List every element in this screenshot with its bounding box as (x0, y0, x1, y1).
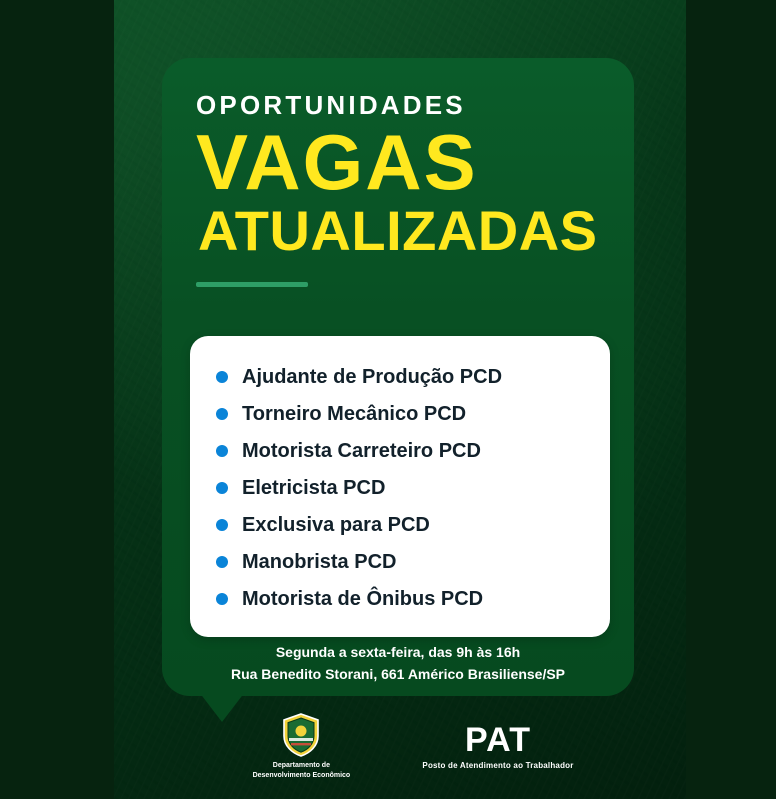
city-coat-of-arms-icon (278, 712, 324, 758)
title-underline-rule (196, 282, 308, 287)
address: Rua Benedito Storani, 661 Américo Brasiliense/SP (230, 665, 566, 682)
list-item (190, 506, 610, 543)
poster-title-secondary: ATUALIZADAS (198, 199, 598, 263)
bullet-icon (216, 408, 228, 420)
job-title: Torneiro Mecânico PCD (242, 402, 467, 425)
department-caption-line1: Departamento de (272, 762, 330, 770)
list-item (190, 358, 610, 395)
bullet-icon (216, 371, 228, 383)
bullet-icon (216, 519, 228, 531)
list-item (190, 469, 610, 506)
poster-title-primary: VAGAS (196, 118, 478, 206)
pat-logo (422, 720, 574, 770)
list-item (190, 395, 610, 432)
list-item (190, 432, 610, 469)
bullet-icon (216, 445, 228, 457)
list-item (190, 580, 610, 617)
poster-kicker: OPORTUNIDADES (196, 90, 466, 120)
job-title: Motorista de Ônibus PCD (242, 587, 484, 610)
job-title: Manobrista PCD (242, 550, 397, 573)
job-title: Ajudante de Produção PCD (242, 365, 503, 388)
job-list-panel (190, 336, 610, 637)
job-title: Eletricista PCD (242, 476, 386, 499)
pat-subtitle: Posto de Atendimento ao Trabalhador (422, 760, 574, 770)
brand-row (114, 706, 686, 786)
footer-info (162, 642, 634, 685)
bullet-icon (216, 556, 228, 568)
right-letterbox-bar (686, 0, 776, 799)
job-title: Exclusiva para PCD (242, 513, 430, 536)
opening-hours: Segunda a sexta-feira, das 9h às 16h (275, 644, 521, 660)
headline-block (196, 92, 616, 287)
bullet-icon (216, 482, 228, 494)
department-logo (226, 712, 376, 780)
bullet-icon (216, 593, 228, 605)
left-letterbox-bar (0, 0, 114, 799)
department-caption-line2: Desenvolvimento Econômico (252, 771, 351, 779)
job-title: Motorista Carreteiro PCD (242, 439, 481, 462)
pat-name: PAT (465, 720, 531, 759)
department-caption (253, 761, 351, 780)
list-item (190, 543, 610, 580)
